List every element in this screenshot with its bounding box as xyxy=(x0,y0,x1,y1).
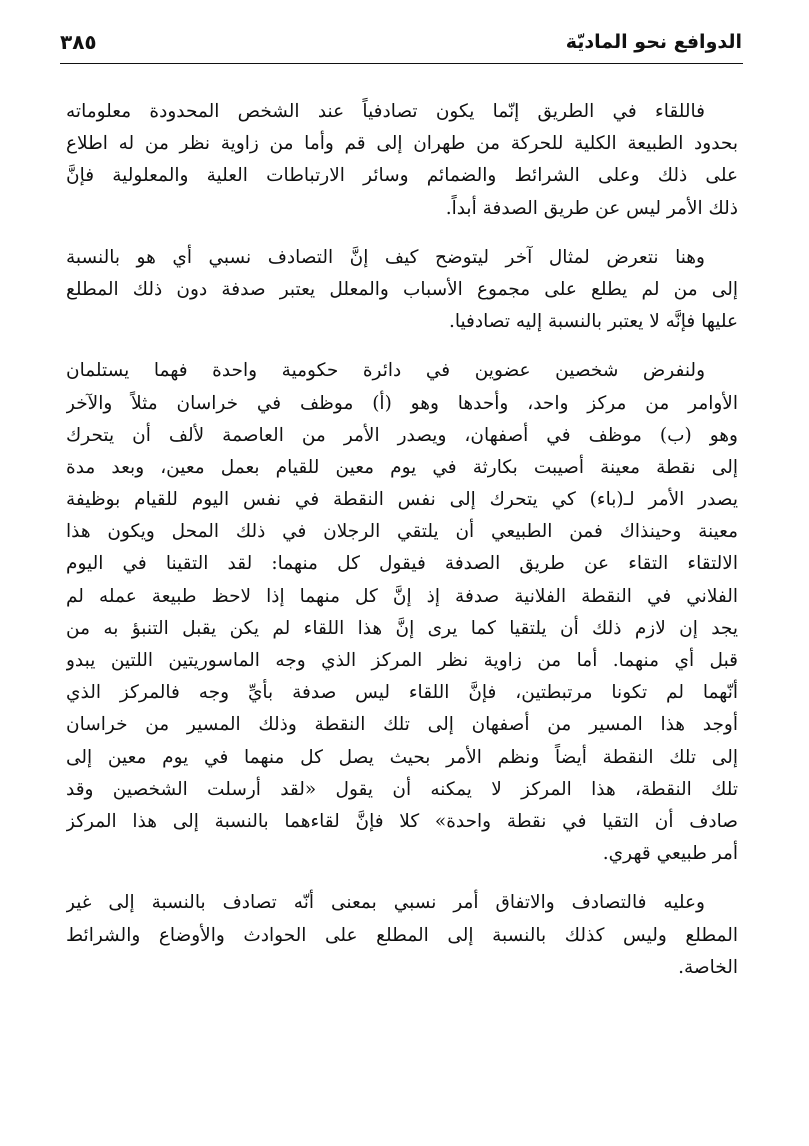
paragraph-2 xyxy=(66,242,738,339)
text-line: عليها فإنَّه لا يعتبر بالنسبة إليه تصادفيا. xyxy=(448,311,738,333)
paragraph-1 xyxy=(66,96,738,225)
text-line: قبل أي منهما. أما من زاوية نظر المركز الذي وجه الماسوريتين اللتين يبدو xyxy=(66,650,738,671)
text-line: المطلع وليس كذلك بالنسبة إلى المطلع على الحوادث والأوضاع والشرائط xyxy=(66,924,738,946)
running-title: الدوافع نحو الماديّة xyxy=(565,31,742,53)
text-line: الأوامر من مركز واحد، وأحدها وهو (أ) موظف في خراسان مثلاً والآخر xyxy=(66,392,738,414)
text-line: الخاصة. xyxy=(678,956,738,978)
text-line: صادف أن التقيا في نقطة واحدة» كلا فإنَّ لقاءهما بالنسبة إلى هذا المركز xyxy=(66,810,738,832)
text-line: على ذلك وعلى الشرائط والضمائم وسائر الارتباطات العلية والمعلولية فإنَّ xyxy=(66,165,738,187)
text-line: يجد إن لازم ذلك أن يلتقيا كما يرى إنَّ هذا اللقاء لم يكن يقبل التنبؤ به من xyxy=(66,617,738,639)
text-line: إلى نقطة معينة أصيبت بكارثة في يوم معين للقيام بعمل معين، وبعد مدة xyxy=(66,456,738,478)
text-line: وهو (ب) موظف في أصفهان، ويصدر الأمر من العاصمة لألف أن يتحرك xyxy=(66,424,738,446)
text-line: أنّهما لم تكونا مرتبطتين، فإنَّ اللقاء ليس صدفة بأيِّ وجه فالمركز الذي xyxy=(66,682,738,704)
text-line: إلى تلك النقطة أيضاً ونظم الأمر بحيث يصل كل منهما في يوم معين إلى xyxy=(66,746,738,768)
text-line: بحدود الطبيعة الكلية للحركة من طهران إلى قم وأما من زاوية نظر من له اطلاع xyxy=(66,133,738,155)
text-line: ذلك الأمر ليس عن طريق الصدفة أبداً. xyxy=(445,197,738,219)
text-line: الفلاني في النقطة الفلانية صدفة إذ إنَّ كل منهما إذا لاحظ طبيعة عمله لم xyxy=(66,585,738,607)
text-line: ولنفرض شخصين عضوين في دائرة حكومية واحدة فهما يستلمان xyxy=(66,360,705,382)
body-text xyxy=(66,96,738,1001)
paragraph-3 xyxy=(66,355,738,870)
text-line: تلك النقطة، هذا المركز لا يمكنه أن يقول «لقد أرسلت الشخصين وقد xyxy=(66,778,738,800)
text-line: يصدر الأمر لـ(باء) كي يتحرك إلى نفس النقطة في نفس اليوم للقيام بوظيفة xyxy=(66,489,738,511)
text-line: إلى من لم يطلع على مجموع الأسباب والمعلل يعتبر صدفة دون ذلك المطلع xyxy=(66,278,738,300)
text-line: وعليه فالتصادف والاتفاق أمر نسبي بمعنى أنّه تصادف بالنسبة إلى غير xyxy=(66,892,705,914)
text-line: أمر طبيعي قهري. xyxy=(602,843,738,865)
paragraph-4 xyxy=(66,887,738,984)
header-rule xyxy=(60,63,743,64)
text-line: معينة وحينذاك فمن الطبيعي أن يلتقي الرجلان في ذلك المحل ويكون هذا xyxy=(66,521,738,543)
text-line: أوجد هذا المسير من أصفهان إلى تلك النقطة وذلك المسير من خراسان xyxy=(66,714,738,736)
page-header xyxy=(60,26,742,60)
text-line: فاللقاء في الطريق إنّما يكون تصادفياً عند الشخص المحدودة معلوماته xyxy=(66,101,705,122)
text-line: وهنا نتعرض لمثال آخر ليتوضح كيف إنَّ التصادف نسبي أي هو بالنسبة xyxy=(66,246,705,268)
page-number: ٣٨٥ xyxy=(60,30,97,54)
text-line: الالتقاء التقاء عن طريق الصدفة فيقول كل منهما: لقد التقينا في اليوم xyxy=(66,553,738,575)
